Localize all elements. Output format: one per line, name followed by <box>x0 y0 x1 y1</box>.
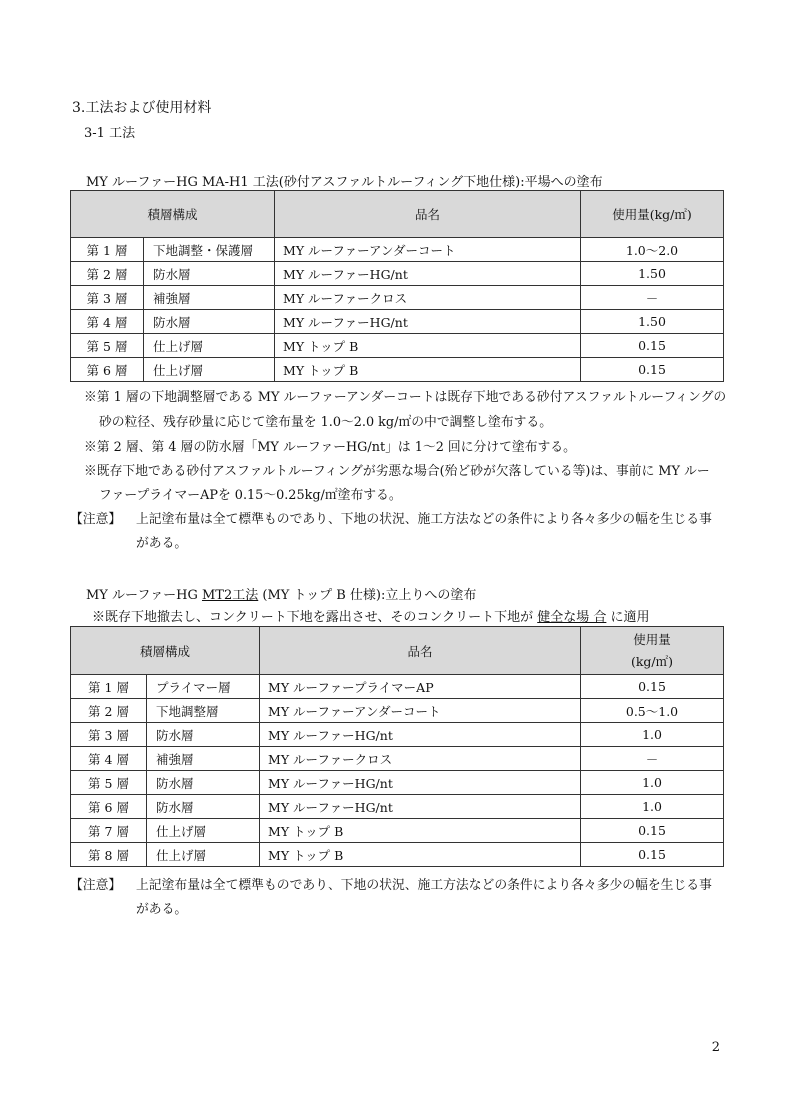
caution-text-1b: がある。 <box>136 536 188 551</box>
layer-number-cell: 第 6 層 <box>71 795 147 819</box>
caution-text-2: 上記塗布量は全て標準ものであり、下地の状況、施工方法などの条件により各々多少の幅を生じる事 <box>136 878 712 893</box>
layer-type-cell: 下地調整・保護層 <box>144 238 275 262</box>
product-name-cell: MY ルーファーアンダーコート <box>260 699 581 723</box>
table2-header-usage-line1: 使用量 <box>633 631 671 647</box>
table2-caption-pre: MY ルーファーHG <box>86 588 202 603</box>
table-row <box>71 358 724 382</box>
table2-caption-post: (MY トップ B 仕様):立上りへの塗布 <box>258 588 477 603</box>
usage-amount-cell: 1.0 <box>581 795 724 819</box>
caution-label-2: 【注意】 <box>70 878 122 893</box>
product-name-cell: MY ルーファークロス <box>260 747 581 771</box>
layer-type-cell: 仕上げ層 <box>147 843 260 867</box>
table1-note-2: 砂の粒径、残存砂量に応じて塗布量を 1.0～2.0 kg/㎡の中で調整し塗布する。 <box>99 415 553 430</box>
product-name-cell: MY ルーファーHG/nt <box>275 262 581 286</box>
usage-amount-cell: 1.0 <box>581 723 724 747</box>
layer-number-cell: 第 8 層 <box>71 843 147 867</box>
product-name-cell: MY ルーファーHG/nt <box>260 723 581 747</box>
usage-amount-cell: 1.50 <box>581 262 724 286</box>
table2-header-usage-line2: (kg/㎡) <box>630 653 674 669</box>
table1-caption: MY ルーファーHG MA-H1 工法(砂付アスファルトルーフィング下地仕様):平場への塗布 <box>86 175 603 190</box>
table2-sub-pre: ※既存下地撤去し、コンクリート下地を露出させ、そのコンクリート下地が <box>92 610 538 625</box>
layer-number-cell: 第 3 層 <box>71 286 144 310</box>
usage-amount-cell: 0.15 <box>581 334 724 358</box>
product-name-cell: MY ルーファーHG/nt <box>275 310 581 334</box>
layer-number-cell: 第 7 層 <box>71 819 147 843</box>
table1 <box>70 190 724 382</box>
layer-number-cell: 第 2 層 <box>71 262 144 286</box>
product-name-cell: MY トップ B <box>260 819 581 843</box>
layer-number-cell: 第 3 層 <box>71 723 147 747</box>
usage-amount-cell: 1.0～2.0 <box>581 238 724 262</box>
table2-header-product: 品名 <box>260 627 581 675</box>
product-name-cell: MY トップ B <box>275 334 581 358</box>
layer-type-cell: 下地調整層 <box>147 699 260 723</box>
layer-type-cell: 防水層 <box>144 310 275 334</box>
layer-type-cell: 仕上げ層 <box>144 334 275 358</box>
usage-amount-cell: 0.15 <box>581 675 724 699</box>
usage-amount-cell: 0.15 <box>581 843 724 867</box>
table-row <box>71 747 724 771</box>
product-name-cell: MY ルーファーHG/nt <box>260 771 581 795</box>
usage-amount-cell: 1.0 <box>581 771 724 795</box>
table1-note-5: ファープライマーAPを 0.15～0.25kg/㎡塗布する。 <box>99 488 402 503</box>
product-name-cell: MY トップ B <box>275 358 581 382</box>
table1-header-usage: 使用量(kg/㎡) <box>581 191 724 238</box>
table-row <box>71 310 724 334</box>
layer-type-cell: 防水層 <box>144 262 275 286</box>
page-number: 2 <box>711 1040 720 1055</box>
table-row <box>71 795 724 819</box>
table-row <box>71 771 724 795</box>
section-heading: 3.工法および使用材料 <box>72 100 212 116</box>
table2-subcaption <box>92 606 650 625</box>
table-row <box>71 723 724 747</box>
table2-caption <box>86 584 476 603</box>
table2-header-usage <box>581 627 724 675</box>
caution-text-1: 上記塗布量は全て標準ものであり、下地の状況、施工方法などの条件により各々多少の幅を生じる事 <box>136 512 712 527</box>
table1-header-product: 品名 <box>275 191 581 238</box>
table-row <box>71 843 724 867</box>
caution-label-1: 【注意】 <box>70 512 122 527</box>
table2-sub-post: に適用 <box>606 610 650 625</box>
table-row <box>71 238 724 262</box>
layer-type-cell: プライマー層 <box>147 675 260 699</box>
layer-type-cell: 防水層 <box>147 771 260 795</box>
product-name-cell: MY ルーファークロス <box>275 286 581 310</box>
table2-sub-underlined: 健全な場 合 <box>537 610 607 625</box>
table-row <box>71 699 724 723</box>
table-row <box>71 675 724 699</box>
usage-amount-cell: 0.5～1.0 <box>581 699 724 723</box>
subsection-heading: 3-1 工法 <box>84 126 136 141</box>
layer-number-cell: 第 4 層 <box>71 747 147 771</box>
layer-number-cell: 第 6 層 <box>71 358 144 382</box>
usage-amount-cell: 0.15 <box>581 358 724 382</box>
product-name-cell: MY ルーファープライマーAP <box>260 675 581 699</box>
layer-number-cell: 第 1 層 <box>71 238 144 262</box>
table1-note-3: ※第 2 層、第 4 層の防水層「MY ルーファーHG/nt」は 1～2 回に分けて塗布する。 <box>84 440 576 455</box>
usage-amount-cell: － <box>581 747 724 771</box>
table2-caption-method: MT2工法 <box>201 588 259 603</box>
table2-header-layer: 積層構成 <box>71 627 260 675</box>
layer-type-cell: 補強層 <box>147 747 260 771</box>
table1-header-layer: 積層構成 <box>71 191 275 238</box>
table-row <box>71 286 724 310</box>
layer-number-cell: 第 5 層 <box>71 334 144 358</box>
usage-amount-cell: － <box>581 286 724 310</box>
layer-type-cell: 防水層 <box>147 723 260 747</box>
table-row <box>71 334 724 358</box>
product-name-cell: MY ルーファーHG/nt <box>260 795 581 819</box>
layer-number-cell: 第 2 層 <box>71 699 147 723</box>
product-name-cell: MY トップ B <box>260 843 581 867</box>
table1-note-1: ※第 1 層の下地調整層である MY ルーファーアンダーコートは既存下地である砂付アスファルトルーフィングの <box>84 390 727 405</box>
usage-amount-cell: 0.15 <box>581 819 724 843</box>
table-row <box>71 262 724 286</box>
layer-type-cell: 仕上げ層 <box>147 819 260 843</box>
usage-amount-cell: 1.50 <box>581 310 724 334</box>
layer-number-cell: 第 1 層 <box>71 675 147 699</box>
layer-type-cell: 防水層 <box>147 795 260 819</box>
caution-text-2b: がある。 <box>136 902 188 917</box>
product-name-cell: MY ルーファーアンダーコート <box>275 238 581 262</box>
layer-type-cell: 補強層 <box>144 286 275 310</box>
layer-number-cell: 第 4 層 <box>71 310 144 334</box>
layer-number-cell: 第 5 層 <box>71 771 147 795</box>
table2 <box>70 626 724 867</box>
table1-note-4: ※既存下地である砂付アスファルトルーフィングが劣悪な場合(殆ど砂が欠落している等)は、事前に MY ルー <box>84 464 710 479</box>
table-row <box>71 819 724 843</box>
layer-type-cell: 仕上げ層 <box>144 358 275 382</box>
